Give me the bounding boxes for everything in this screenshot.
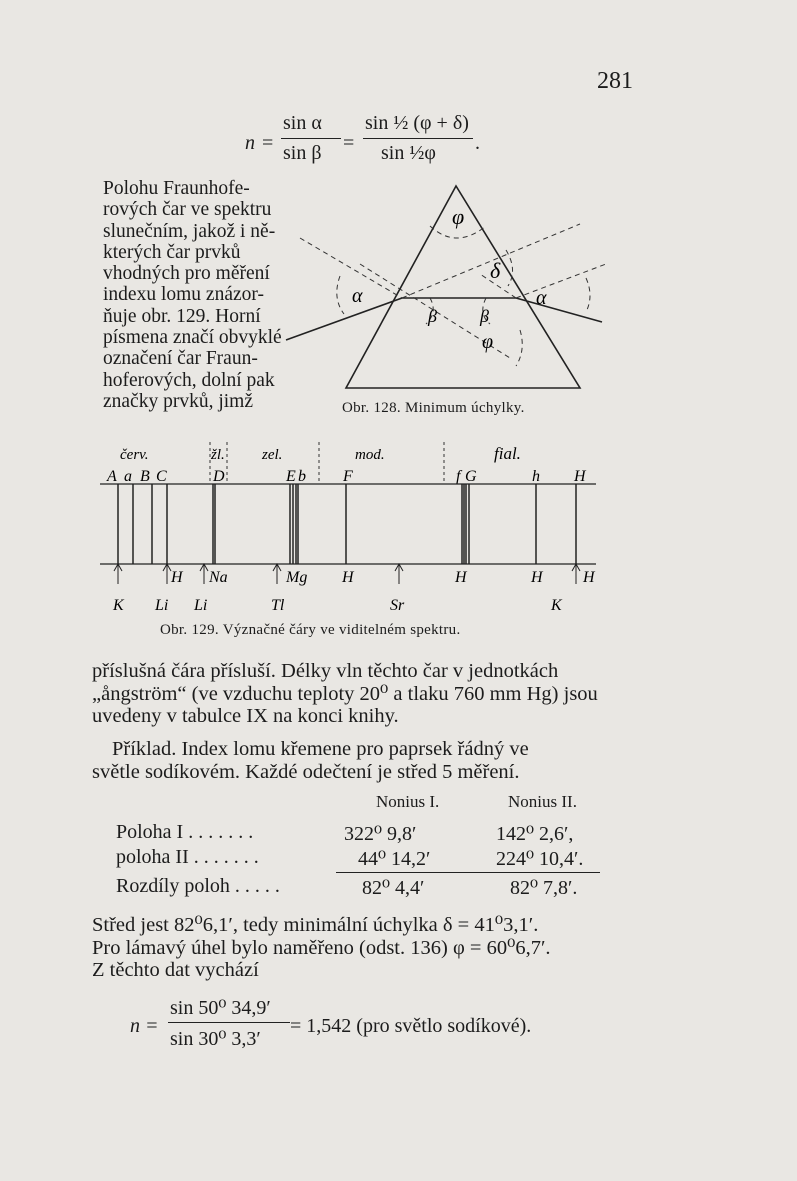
fig128-delta: δ xyxy=(490,258,501,283)
emergent-ray xyxy=(516,298,602,322)
table-row-label: Poloha I . . . . . . . xyxy=(116,821,254,843)
table-row-c2: 224⁰ 10,4′. xyxy=(496,848,584,870)
incident-ray xyxy=(286,298,402,340)
label-fial: fial. xyxy=(494,444,521,463)
fig128-phi-bottom: φ xyxy=(482,331,494,353)
prism-diagram xyxy=(280,180,610,400)
table-row-c2: 142⁰ 2,6′, xyxy=(496,823,574,845)
element-label: H xyxy=(342,569,354,586)
formula-period: . xyxy=(475,132,480,154)
frac2-bar xyxy=(363,138,473,139)
svg-text:E: E xyxy=(286,468,296,485)
label-zl: žl. xyxy=(211,447,225,463)
element-label: H xyxy=(583,569,595,586)
svg-text:f: f xyxy=(456,468,461,485)
fig128-alpha-left: α xyxy=(352,285,363,307)
page-number: 281 xyxy=(597,68,633,94)
result-fraction-bar xyxy=(168,1022,290,1023)
svg-text:B: B xyxy=(140,468,150,485)
label-mod: mod. xyxy=(355,447,385,463)
table-row-label: poloha II . . . . . . . xyxy=(116,846,259,868)
fig129-caption: Obr. 129. Význačné čáry ve viditelném spektru. xyxy=(160,622,461,638)
element-label: Li xyxy=(194,597,208,614)
table-row-c2: 82⁰ 7,8′. xyxy=(510,877,578,899)
fig128-beta-2: β xyxy=(480,306,489,326)
frac2-denominator: sin ½φ xyxy=(381,142,436,164)
result-formula xyxy=(130,995,590,1055)
paragraph-1: příslušná čára přísluší. Délky vln těchto čar v jednotkách „ångström“ (ve vzduchu teploty 20⁰ a tlaku 760 mm Hg) jsou uvedeny v tabulce IX na konci knihy. xyxy=(92,660,598,727)
svg-text:C: C xyxy=(156,468,167,485)
element-label: H xyxy=(171,569,183,586)
formula-lhs: n xyxy=(245,132,255,154)
element-label: Mg xyxy=(286,569,308,586)
spectral-lines xyxy=(118,484,576,564)
label-zel: zel. xyxy=(262,447,283,463)
frac1-bar xyxy=(281,138,341,139)
svg-text:F: F xyxy=(343,468,353,485)
svg-text:h: h xyxy=(532,468,540,485)
table-header-col1: Nonius I. xyxy=(376,792,440,811)
element-label: Tl xyxy=(271,597,285,614)
fig128-alpha-right: α xyxy=(536,287,547,309)
table-row-c1: 322⁰ 9,8′ xyxy=(344,823,417,845)
result-denominator: sin 30⁰ 3,3′ xyxy=(170,1028,261,1050)
table-header-col2: Nonius II. xyxy=(508,792,577,811)
element-label: Sr xyxy=(390,597,405,614)
element-label: K xyxy=(113,597,124,614)
svg-text:D: D xyxy=(213,468,225,485)
frac1-denominator: sin β xyxy=(283,142,322,164)
svg-text:H: H xyxy=(574,468,586,485)
svg-text:A: A xyxy=(107,468,117,485)
paragraph-2: Příklad. Index lomu křemene pro paprsek řádný ve světle sodíkovém. Každé odečtení je střed 5 měření. xyxy=(92,738,529,783)
element-label: Na xyxy=(209,569,228,586)
element-label: Li xyxy=(155,597,169,614)
svg-text:G: G xyxy=(465,468,477,485)
refraction-formula: n = sin α sin β = sin ½ (φ + δ) sin ½φ . xyxy=(245,112,480,164)
table-sum-rule xyxy=(336,872,600,873)
fig128-caption: Obr. 128. Minimum úchylky. xyxy=(342,400,525,416)
label-cerv: červ. xyxy=(120,447,149,463)
element-label: H xyxy=(531,569,543,586)
table-row-c1: 44⁰ 14,2′ xyxy=(358,848,431,870)
table-row-label: Rozdíly poloh . . . . . xyxy=(116,875,280,897)
result-numerator: sin 50⁰ 34,9′ xyxy=(170,997,271,1019)
fig128-phi-top: φ xyxy=(452,204,465,229)
fig128-beta-1: β xyxy=(428,306,437,326)
frac1-numerator: sin α xyxy=(283,112,322,134)
result-lhs: n = xyxy=(130,1015,159,1037)
result-rhs: = 1,542 (pro světlo sodíkové). xyxy=(290,1015,532,1037)
side-text: Polohu Fraunhofe- rových čar ve spektru slunečním, jakož i ně- kterých čar prvků vhodných pro měření indexu lomu znázor- ňuje obr. 129. Horní písmena značí obvyklé označení čar Fraun- hoferových, dolní pak značky prvků, jimž xyxy=(103,178,282,412)
frac2-numerator: sin ½ (φ + δ) xyxy=(365,112,469,134)
spectrum-diagram xyxy=(90,440,610,620)
paragraph-3: Střed jest 82⁰6,1′, tedy minimální úchylka δ = 41⁰3,1′. Pro lámavý úhel bylo naměřeno (odst. 136) φ = 60⁰6,7′. Z těchto dat vychází xyxy=(92,914,551,981)
element-label: K xyxy=(551,597,562,614)
table-row-c1: 82⁰ 4,4′ xyxy=(362,877,425,899)
svg-text:b: b xyxy=(298,468,306,485)
svg-text:a: a xyxy=(124,468,132,485)
element-label: H xyxy=(455,569,467,586)
